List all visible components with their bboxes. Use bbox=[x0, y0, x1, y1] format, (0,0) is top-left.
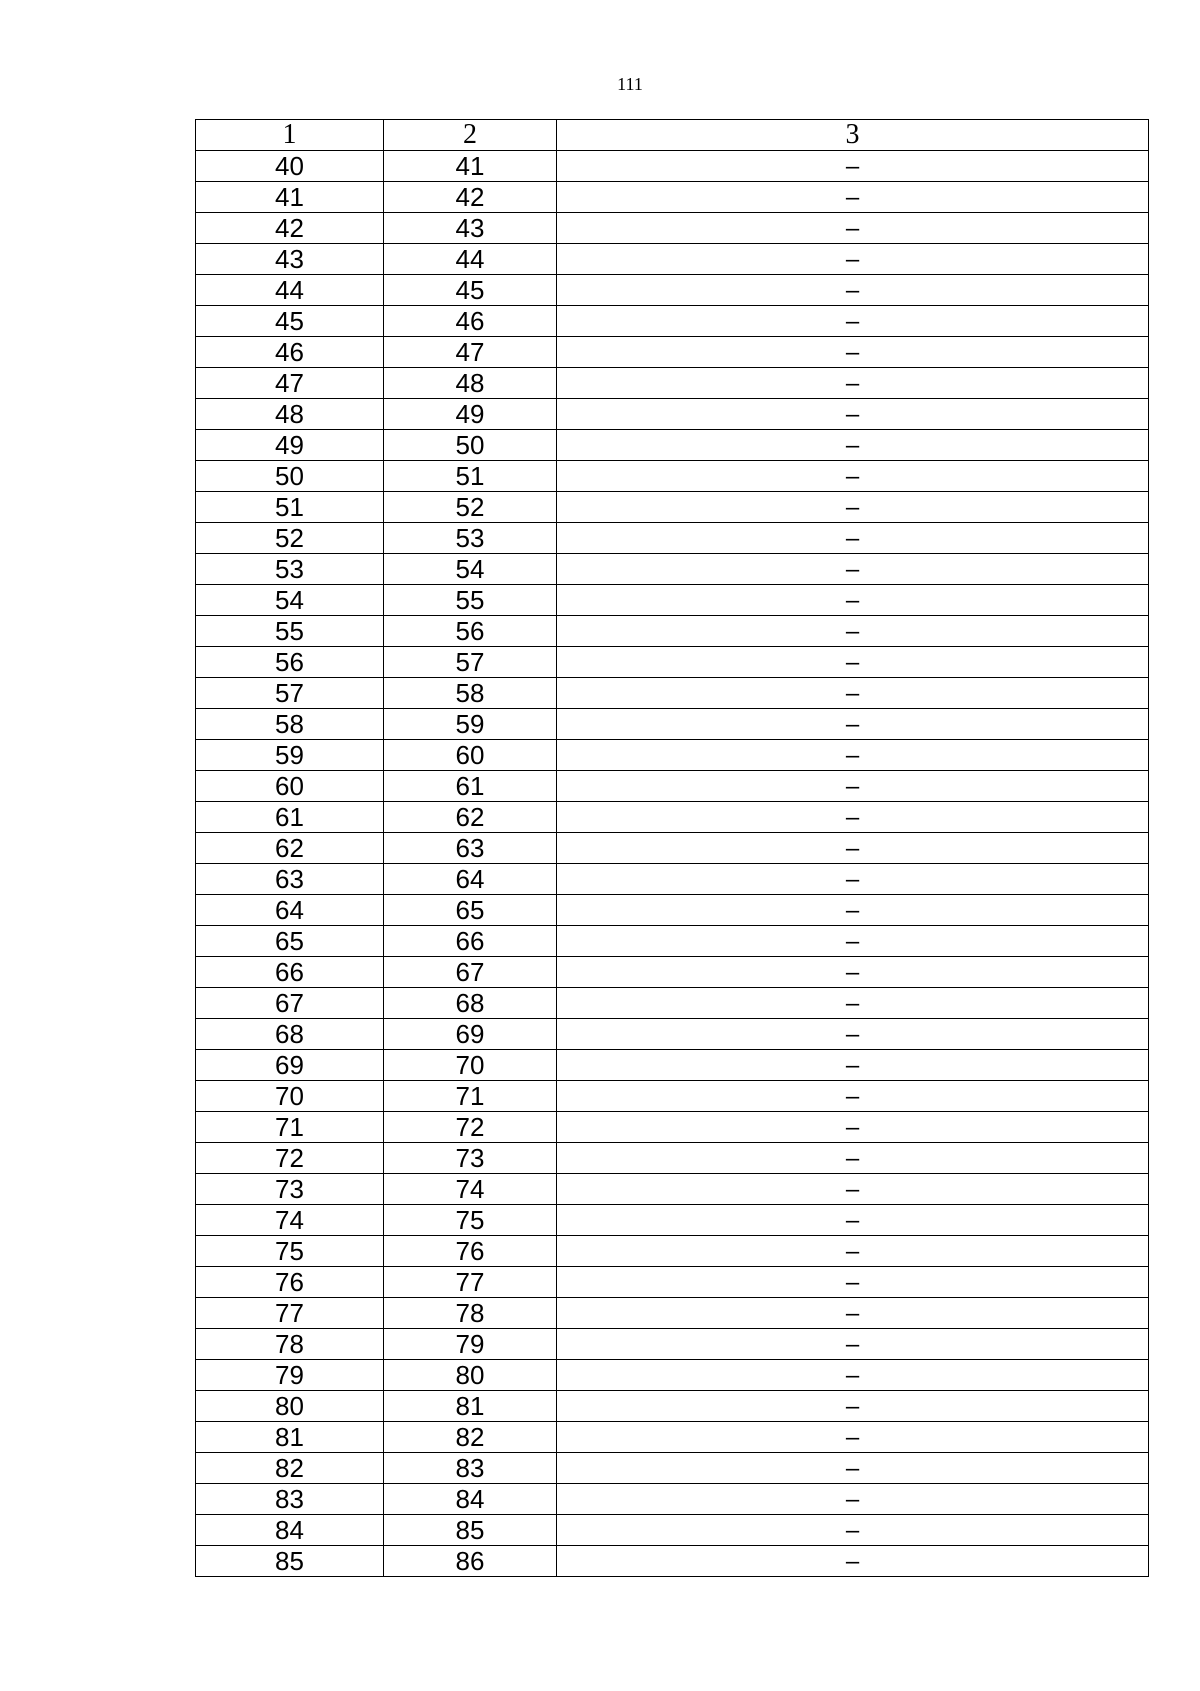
table-row bbox=[196, 1360, 1149, 1391]
table-cell-col-1: 74 bbox=[196, 1205, 384, 1236]
table-cell-col-1: 54 bbox=[196, 585, 384, 616]
table-cell-col-2: 73 bbox=[384, 1143, 557, 1174]
table-cell-col-2: 72 bbox=[384, 1112, 557, 1143]
table-cell-col-3: – bbox=[557, 1546, 1149, 1577]
table-cell-col-2: 61 bbox=[384, 771, 557, 802]
table-cell-col-2: 44 bbox=[384, 244, 557, 275]
table-cell-col-2: 71 bbox=[384, 1081, 557, 1112]
table-row bbox=[196, 399, 1149, 430]
table-cell-col-3: – bbox=[557, 1515, 1149, 1546]
table-cell-col-3: – bbox=[557, 1329, 1149, 1360]
table-cell-col-3: – bbox=[557, 1391, 1149, 1422]
table-cell-col-3: – bbox=[557, 1205, 1149, 1236]
table-cell-col-3: – bbox=[557, 1174, 1149, 1205]
table-cell-col-2: 53 bbox=[384, 523, 557, 554]
table-cell-col-3: – bbox=[557, 926, 1149, 957]
table-cell-col-1: 69 bbox=[196, 1050, 384, 1081]
header-cell-col-1: 1 bbox=[196, 120, 384, 151]
page-number: 111 bbox=[617, 74, 643, 94]
table-cell-col-2: 45 bbox=[384, 275, 557, 306]
table-row bbox=[196, 616, 1149, 647]
table-row bbox=[196, 368, 1149, 399]
table-cell-col-1: 58 bbox=[196, 709, 384, 740]
table-cell-col-3: – bbox=[557, 492, 1149, 523]
table-row bbox=[196, 1484, 1149, 1515]
table-row bbox=[196, 492, 1149, 523]
table-row bbox=[196, 182, 1149, 213]
table-cell-col-2: 81 bbox=[384, 1391, 557, 1422]
table-cell-col-1: 77 bbox=[196, 1298, 384, 1329]
table-row bbox=[196, 1298, 1149, 1329]
table-cell-col-1: 56 bbox=[196, 647, 384, 678]
table-cell-col-1: 60 bbox=[196, 771, 384, 802]
table-cell-col-1: 72 bbox=[196, 1143, 384, 1174]
table-cell-col-1: 76 bbox=[196, 1267, 384, 1298]
table-row bbox=[196, 461, 1149, 492]
table-cell-col-2: 68 bbox=[384, 988, 557, 1019]
table-cell-col-1: 82 bbox=[196, 1453, 384, 1484]
table-cell-col-1: 80 bbox=[196, 1391, 384, 1422]
table-row bbox=[196, 895, 1149, 926]
table-row bbox=[196, 988, 1149, 1019]
table-cell-col-2: 67 bbox=[384, 957, 557, 988]
table-cell-col-2: 82 bbox=[384, 1422, 557, 1453]
table-row bbox=[196, 1422, 1149, 1453]
table-cell-col-1: 65 bbox=[196, 926, 384, 957]
table-cell-col-2: 64 bbox=[384, 864, 557, 895]
table-row bbox=[196, 1143, 1149, 1174]
table-cell-col-1: 55 bbox=[196, 616, 384, 647]
table-cell-col-2: 84 bbox=[384, 1484, 557, 1515]
table-row bbox=[196, 1019, 1149, 1050]
table-row bbox=[196, 647, 1149, 678]
table-cell-col-3: – bbox=[557, 709, 1149, 740]
table-cell-col-3: – bbox=[557, 957, 1149, 988]
table-row bbox=[196, 151, 1149, 182]
table-cell-col-3: – bbox=[557, 306, 1149, 337]
table-row bbox=[196, 523, 1149, 554]
table-cell-col-3: – bbox=[557, 337, 1149, 368]
table-cell-col-1: 47 bbox=[196, 368, 384, 399]
table-row bbox=[196, 1453, 1149, 1484]
table-cell-col-3: – bbox=[557, 554, 1149, 585]
table-row bbox=[196, 1174, 1149, 1205]
table-row bbox=[196, 864, 1149, 895]
table-cell-col-3: – bbox=[557, 1298, 1149, 1329]
table-cell-col-1: 48 bbox=[196, 399, 384, 430]
table-row bbox=[196, 275, 1149, 306]
table-row bbox=[196, 802, 1149, 833]
table-cell-col-3: – bbox=[557, 1267, 1149, 1298]
data-table bbox=[195, 119, 1149, 1577]
table-cell-col-1: 45 bbox=[196, 306, 384, 337]
header-cell-col-2: 2 bbox=[384, 120, 557, 151]
table-row bbox=[196, 430, 1149, 461]
table-cell-col-2: 74 bbox=[384, 1174, 557, 1205]
table-cell-col-2: 83 bbox=[384, 1453, 557, 1484]
table-cell-col-3: – bbox=[557, 988, 1149, 1019]
table-cell-col-3: – bbox=[557, 368, 1149, 399]
table-cell-col-3: – bbox=[557, 1236, 1149, 1267]
table-cell-col-3: – bbox=[557, 647, 1149, 678]
table-cell-col-1: 79 bbox=[196, 1360, 384, 1391]
table-cell-col-3: – bbox=[557, 1112, 1149, 1143]
table-cell-col-2: 41 bbox=[384, 151, 557, 182]
table-row bbox=[196, 709, 1149, 740]
table-cell-col-3: – bbox=[557, 802, 1149, 833]
table-row bbox=[196, 306, 1149, 337]
table-cell-col-2: 75 bbox=[384, 1205, 557, 1236]
table-cell-col-2: 46 bbox=[384, 306, 557, 337]
table-cell-col-1: 83 bbox=[196, 1484, 384, 1515]
table-cell-col-2: 55 bbox=[384, 585, 557, 616]
table-cell-col-1: 40 bbox=[196, 151, 384, 182]
table-cell-col-1: 70 bbox=[196, 1081, 384, 1112]
table-cell-col-2: 79 bbox=[384, 1329, 557, 1360]
table-cell-col-1: 59 bbox=[196, 740, 384, 771]
table-cell-col-2: 63 bbox=[384, 833, 557, 864]
table-cell-col-1: 61 bbox=[196, 802, 384, 833]
table-cell-col-2: 66 bbox=[384, 926, 557, 957]
table-cell-col-3: – bbox=[557, 244, 1149, 275]
table-cell-col-1: 41 bbox=[196, 182, 384, 213]
table-cell-col-1: 73 bbox=[196, 1174, 384, 1205]
table-cell-col-3: – bbox=[557, 616, 1149, 647]
table-cell-col-3: – bbox=[557, 275, 1149, 306]
table-cell-col-3: – bbox=[557, 864, 1149, 895]
table-row bbox=[196, 1112, 1149, 1143]
table-cell-col-2: 62 bbox=[384, 802, 557, 833]
table-row bbox=[196, 1236, 1149, 1267]
header-cell-col-3: 3 bbox=[557, 120, 1149, 151]
table-cell-col-2: 86 bbox=[384, 1546, 557, 1577]
table-cell-col-3: – bbox=[557, 213, 1149, 244]
table-cell-col-2: 59 bbox=[384, 709, 557, 740]
table-cell-col-3: – bbox=[557, 740, 1149, 771]
table-cell-col-3: – bbox=[557, 1143, 1149, 1174]
table-cell-col-1: 71 bbox=[196, 1112, 384, 1143]
table-cell-col-2: 78 bbox=[384, 1298, 557, 1329]
table-cell-col-2: 42 bbox=[384, 182, 557, 213]
table-cell-col-1: 57 bbox=[196, 678, 384, 709]
table-row bbox=[196, 678, 1149, 709]
table-cell-col-1: 64 bbox=[196, 895, 384, 926]
table-cell-col-3: – bbox=[557, 771, 1149, 802]
table-cell-col-3: – bbox=[557, 585, 1149, 616]
table-row bbox=[196, 1050, 1149, 1081]
table-cell-col-2: 50 bbox=[384, 430, 557, 461]
table-cell-col-1: 75 bbox=[196, 1236, 384, 1267]
table-cell-col-2: 49 bbox=[384, 399, 557, 430]
table-cell-col-1: 66 bbox=[196, 957, 384, 988]
table-cell-col-2: 57 bbox=[384, 647, 557, 678]
table-cell-col-3: – bbox=[557, 1081, 1149, 1112]
table-cell-col-3: – bbox=[557, 523, 1149, 554]
table-row bbox=[196, 1205, 1149, 1236]
table-cell-col-1: 49 bbox=[196, 430, 384, 461]
table-cell-col-2: 54 bbox=[384, 554, 557, 585]
table-cell-col-3: – bbox=[557, 1360, 1149, 1391]
table-cell-col-2: 48 bbox=[384, 368, 557, 399]
table-body bbox=[196, 120, 1149, 1577]
table-row bbox=[196, 213, 1149, 244]
table-cell-col-3: – bbox=[557, 1453, 1149, 1484]
table-row bbox=[196, 1081, 1149, 1112]
table-row bbox=[196, 957, 1149, 988]
table-cell-col-2: 58 bbox=[384, 678, 557, 709]
table-cell-col-2: 52 bbox=[384, 492, 557, 523]
table-cell-col-3: – bbox=[557, 1484, 1149, 1515]
table-cell-col-3: – bbox=[557, 461, 1149, 492]
table-cell-col-2: 76 bbox=[384, 1236, 557, 1267]
table-row bbox=[196, 1267, 1149, 1298]
table-cell-col-2: 51 bbox=[384, 461, 557, 492]
table-cell-col-1: 53 bbox=[196, 554, 384, 585]
table-header-row bbox=[196, 120, 1149, 151]
table-row bbox=[196, 337, 1149, 368]
table-cell-col-2: 56 bbox=[384, 616, 557, 647]
table-cell-col-1: 78 bbox=[196, 1329, 384, 1360]
table-row bbox=[196, 554, 1149, 585]
table-cell-col-2: 60 bbox=[384, 740, 557, 771]
table-row bbox=[196, 926, 1149, 957]
table-cell-col-2: 69 bbox=[384, 1019, 557, 1050]
table-cell-col-1: 68 bbox=[196, 1019, 384, 1050]
table-cell-col-3: – bbox=[557, 1422, 1149, 1453]
table-cell-col-3: – bbox=[557, 895, 1149, 926]
table-cell-col-2: 85 bbox=[384, 1515, 557, 1546]
table-cell-col-1: 51 bbox=[196, 492, 384, 523]
table-cell-col-1: 84 bbox=[196, 1515, 384, 1546]
table-cell-col-2: 43 bbox=[384, 213, 557, 244]
table-cell-col-3: – bbox=[557, 1019, 1149, 1050]
table-cell-col-1: 67 bbox=[196, 988, 384, 1019]
table-cell-col-1: 43 bbox=[196, 244, 384, 275]
table-cell-col-1: 50 bbox=[196, 461, 384, 492]
table-row bbox=[196, 1391, 1149, 1422]
table-cell-col-2: 47 bbox=[384, 337, 557, 368]
table-cell-col-1: 62 bbox=[196, 833, 384, 864]
table-cell-col-2: 80 bbox=[384, 1360, 557, 1391]
table-cell-col-1: 81 bbox=[196, 1422, 384, 1453]
table-cell-col-3: – bbox=[557, 430, 1149, 461]
table-cell-col-3: – bbox=[557, 151, 1149, 182]
table-cell-col-1: 44 bbox=[196, 275, 384, 306]
table-cell-col-1: 52 bbox=[196, 523, 384, 554]
table-row bbox=[196, 1515, 1149, 1546]
table-row bbox=[196, 585, 1149, 616]
table-cell-col-1: 85 bbox=[196, 1546, 384, 1577]
table-cell-col-2: 70 bbox=[384, 1050, 557, 1081]
table-cell-col-2: 77 bbox=[384, 1267, 557, 1298]
table-row bbox=[196, 244, 1149, 275]
table-cell-col-3: – bbox=[557, 833, 1149, 864]
table-cell-col-1: 42 bbox=[196, 213, 384, 244]
table-cell-col-1: 63 bbox=[196, 864, 384, 895]
table-cell-col-3: – bbox=[557, 1050, 1149, 1081]
table-row bbox=[196, 740, 1149, 771]
table-row bbox=[196, 1546, 1149, 1577]
table-cell-col-2: 65 bbox=[384, 895, 557, 926]
table-row bbox=[196, 833, 1149, 864]
table-cell-col-3: – bbox=[557, 678, 1149, 709]
table-cell-col-1: 46 bbox=[196, 337, 384, 368]
table-cell-col-3: – bbox=[557, 399, 1149, 430]
table-row bbox=[196, 1329, 1149, 1360]
table-cell-col-3: – bbox=[557, 182, 1149, 213]
table-row bbox=[196, 771, 1149, 802]
